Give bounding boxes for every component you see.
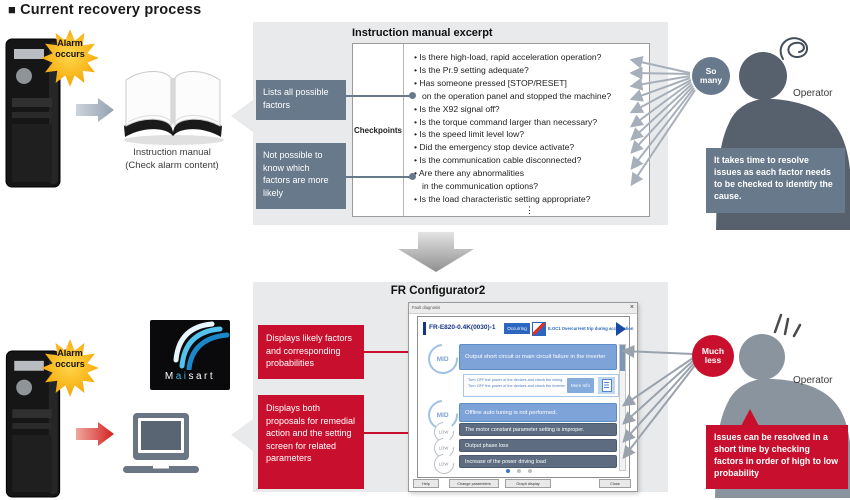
instruction-manual-icon: [114, 64, 232, 148]
connector-line: [346, 176, 413, 178]
square-bullet-icon: ■: [8, 2, 17, 17]
checklist-item: • Has someone pressed [STOP/RESET]: [414, 77, 645, 90]
manual-caption: Instruction manual (Check alarm content): [125, 147, 219, 171]
so-many-badge: So many: [692, 57, 730, 95]
close-button[interactable]: Close: [599, 479, 631, 488]
operator-label: Operator: [793, 375, 833, 386]
status-badge: Occurring: [504, 323, 530, 334]
factor-item[interactable]: Offline auto tuning is not performed.: [459, 403, 617, 422]
maisart-arcs-icon: [150, 320, 230, 370]
probability-gauge-mid: MID: [422, 394, 464, 436]
checklist-item: • Is the Pr.9 setting adequate?: [414, 64, 645, 77]
checklist-item: • Is the load characteristic setting appropriate?: [414, 193, 645, 206]
probability-gauge-mid: MID: [422, 338, 464, 380]
checklist-item: • Are there any abnormalities: [414, 167, 645, 180]
inverter-model-label: FR-E820-0.4K(0030)-1: [429, 324, 496, 331]
page-title: ■ Current recovery process: [8, 2, 202, 18]
page-dot[interactable]: [528, 469, 532, 473]
factor-item[interactable]: Output phase loss: [459, 439, 617, 452]
window-title: Fault diagnosis: [412, 305, 441, 310]
factor-item[interactable]: Output short circuit or main circuit failure in the inverter: [459, 344, 617, 370]
probability-gauge-low: LOW: [430, 418, 458, 446]
help-button[interactable]: Help: [413, 479, 439, 488]
arrow-right-red-icon: [76, 420, 116, 448]
callout-proposals: Displays both proposals for remedial action and the setting screen for related parameters: [258, 395, 364, 489]
checklist-item: • Is the communication cable disconnected?: [414, 154, 645, 167]
graph-display-button[interactable]: Graph display: [505, 479, 551, 488]
header-accent-bar: [423, 322, 426, 335]
pagination-dots: [418, 469, 619, 473]
much-less-badge: Much less: [692, 335, 734, 377]
arrow-right-icon: [76, 96, 116, 124]
callout-not-possible: Not possible to know which factors are more likely: [256, 143, 346, 209]
remedy-text: Turn OFF the power of the devices and check the inverter.: [468, 384, 566, 388]
error-code-label: E.OC1 Overcurrent trip during acceleration: [548, 326, 634, 331]
exclamation-sparks-icon: [770, 310, 804, 342]
checklist-ellipsis: ⋮: [525, 204, 534, 215]
panel-pointer-left-icon: [231, 419, 253, 451]
remedy-panel: [463, 374, 619, 397]
connector-line: [346, 95, 413, 97]
top-note: It takes time to resolve issues as each factor needs to be checked to identify the cause.: [706, 148, 845, 213]
checklist-item: • Did the emergency stop device activate?: [414, 141, 645, 154]
checklist-item: • Is the X92 signal off?: [414, 103, 645, 116]
checklist-item: • Is the speed limit level low?: [414, 128, 645, 141]
checklist-item-continued: on the operation panel and stopped the machine?: [422, 90, 612, 101]
probability-gauge-low: LOW: [430, 434, 458, 462]
alarm-label: Alarm occurs: [55, 348, 85, 369]
checkpoints-cell: Checkpoints: [353, 44, 404, 216]
callout-likely-factors: Displays likely factors and corresponding probabilities: [258, 325, 364, 379]
maisart-wordmark: Maisart: [164, 371, 216, 382]
fr-configurator-title: FR Configurator2: [390, 285, 486, 297]
checklist-item: • Is there high-load, rapid acceleration operation?: [414, 51, 645, 64]
connector-dot: [409, 173, 416, 180]
factor-item[interactable]: Increase of the power driving load: [459, 455, 617, 468]
checklist-item: • Is the torque command larger than necessary?: [414, 116, 645, 129]
remedy-text: Turn OFF the power of the devices and check the wiring.: [468, 378, 564, 382]
laptop-icon: [111, 413, 211, 481]
close-icon[interactable]: ×: [629, 304, 634, 311]
page-dot[interactable]: [517, 469, 521, 473]
excerpt-title: Instruction manual excerpt: [352, 27, 493, 39]
maisart-logo: [150, 320, 230, 390]
page-dot[interactable]: [506, 469, 510, 473]
callout-lists-all-factors: Lists all possible factors: [256, 80, 346, 120]
factor-item[interactable]: The motor constant parameter setting is improper.: [459, 423, 617, 436]
fault-icon: [532, 322, 546, 336]
operator-label: Operator: [793, 88, 833, 99]
note-tail-icon: [741, 409, 759, 426]
confusion-scribble-icon: [775, 33, 815, 65]
more-info-button[interactable]: More Info: [567, 378, 594, 393]
change-parameters-button[interactable]: Change parameters: [449, 479, 499, 488]
alarm-label: Alarm occurs: [55, 38, 85, 59]
connector-dot: [409, 92, 416, 99]
probability-gauge-low: LOW: [430, 450, 458, 478]
arrow-down-icon: [392, 228, 484, 276]
window-titlebar: [409, 303, 637, 314]
panel-pointer-left-icon: [231, 100, 253, 132]
checklist-item-continued: in the communication options?: [422, 181, 539, 192]
bottom-note: Issues can be resolved in a short time by checking factors in order of high to low probability: [706, 425, 848, 489]
